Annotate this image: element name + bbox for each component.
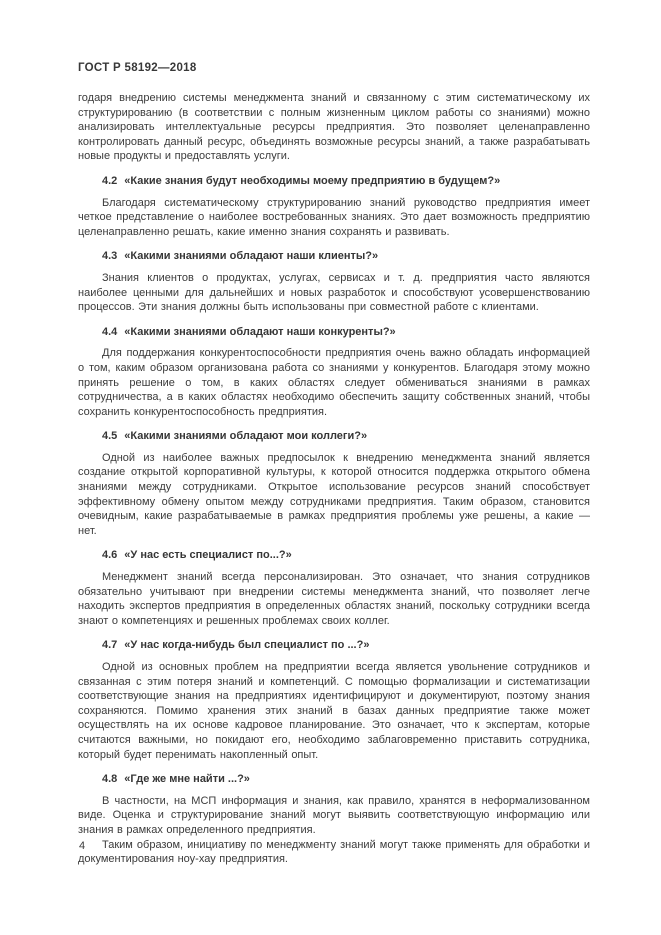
section-title: «Какие знания будут необходимы моему предприятию в будущем?»: [124, 174, 501, 187]
section-paragraph: Для поддержания конкурентоспособности предприятия очень важно обладать информацией о том, каким образом организована работа со знаниями у конкурентов. Благодаря этому можно принять решение о том, в каких областях следует обмениваться знаниями в рамках сотрудничества, а в каких областях необходимо обеспечить защиту собственных знаний, чтобы сохранить конкурентоспособность предприятия.: [78, 347, 590, 418]
section-paragraph: В частности, на МСП информация и знания, как правило, хранятся в неформализованном виде. Оценка и структурирование знаний могут выявить соответствующую информацию или знания в рамках определенного предприятия.: [78, 794, 590, 836]
section-paragraph: Одной из наиболее важных предпосылок к внедрению менеджмента знаний является создание открытой корпоративной культуры, к которой относится поддержка открытого обмена знаниями между сотрудниками. Открытое использование ресурсов знаний способствует эффективному обмену опытом между сотрудниками предприятия. Таким образом, становится очевидным, какие разрабатываемые в рамках предприятия проблемы уже решены, а какие — нет.: [78, 451, 590, 537]
section-heading-4-3: [78, 249, 590, 264]
page-number: 4: [79, 840, 86, 852]
section-number: 4.5: [102, 430, 118, 443]
section-paragraph: Таким образом, инициативу по менеджменту знаний могут также применять для обработки и документирования ноу-хау предприятия.: [78, 838, 590, 866]
section-number: 4.6: [102, 549, 118, 562]
section-heading-4-2: [78, 174, 590, 189]
section-heading-4-5: [78, 429, 590, 444]
section-paragraph: Знания клиентов о продуктах, услугах, сервисах и т. д. предприятия часто являются наиболее ценными для дальнейших и новых разработок и способствуют усовершенствованию процессов. Эти знания должны быть использованы при совместной работе с клиентами.: [78, 271, 590, 314]
section-heading-4-6: [78, 548, 590, 563]
section-paragraph: Благодаря систематическому структурированию знаний руководство предприятия имеет четкое представление о наиболее востребованных знаниях. Это дает возможность предприятию целенаправленно решать, какие именно знания сохранять и развивать.: [78, 196, 590, 238]
section-number: 4.2: [102, 174, 118, 187]
section-title: «У нас есть специалист по...?»: [124, 549, 292, 562]
running-header-gost-number: ГОСТ Р 58192—2018: [78, 62, 197, 74]
section-heading-4-8: [78, 772, 590, 787]
section-title: «Какими знаниями обладают мои коллеги?»: [124, 430, 368, 443]
section-number: 4.8: [102, 773, 118, 786]
page-content: [78, 62, 590, 867]
section-number: 4.7: [102, 639, 118, 652]
section-title: «Какими знаниями обладают наши конкуренты?»: [124, 325, 396, 338]
section-heading-4-7: [78, 638, 590, 653]
section-paragraph: Одной из основных проблем на предприятии всегда является увольнение сотрудников и связанная с этим потеря знаний и компетенций. С помощью формализации и систематизации соответствующие знания на предприятиях идентифицируют и документируют, поэтому знания сохраняются. Помимо хранения этих знаний в базах данных предприятие также может осуществлять на их основе кадровое планирование. Это означает, что к экспертам, которые считаются важными, но покидают его, необходимо заблаговременно приставить сотрудника, который будет перенимать накопленный опыт.: [78, 661, 590, 761]
section-number: 4.4: [102, 325, 118, 338]
section-title: «Какими знаниями обладают наши клиенты?»: [124, 250, 379, 263]
section-paragraph: Менеджмент знаний всегда персонализирован. Это означает, что знания сотрудников обязательно учитывают при внедрении системы менеджмента знаний, что позволяет легче находить экспертов предприятия в определенных областях знаний, поскольку сотрудники всегда знают о компетенциях и решенных проблемах своих коллег.: [78, 571, 590, 627]
section-title: «У нас когда-нибудь был специалист по ...?»: [124, 639, 370, 652]
section-heading-4-4: [78, 325, 590, 340]
section-number: 4.3: [102, 250, 118, 263]
section-title: «Где же мне найти ...?»: [124, 773, 250, 786]
intro-continuation-paragraph: годаря внедрению системы менеджмента знаний и связанному с этим систематическому их структурированию (в соответствии с полным жизненным циклом работы со знаниями) можно анализировать интеллектуальные ресурсы предприятия. Это позволяет целенаправленно контролировать данный ресурс, объединять возможные ресурсы знаний, а также разрабатывать новые продукты и предоставлять услуги.: [78, 92, 590, 163]
